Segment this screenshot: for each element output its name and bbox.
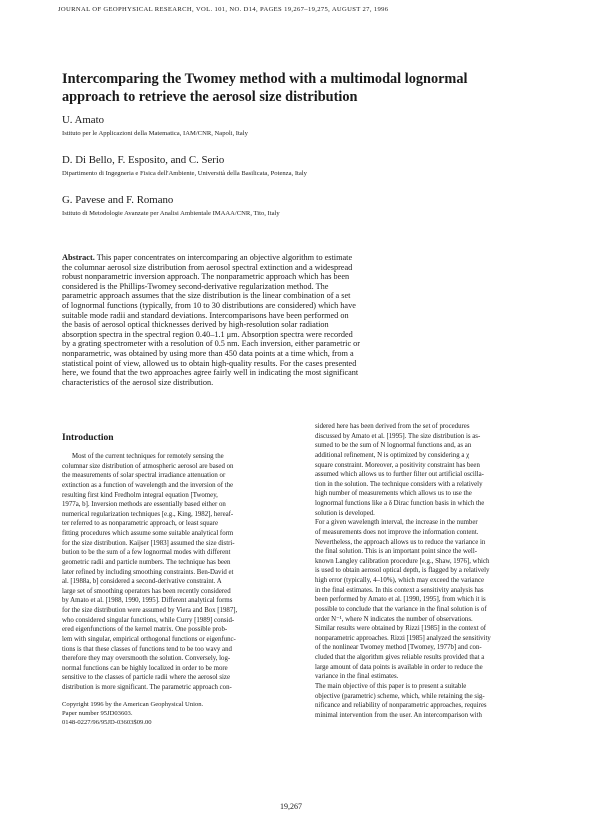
footnote	[62, 700, 203, 727]
body-line: cluded that the algorithm gives reliable results provided that a	[315, 654, 485, 661]
body-line: fitting procedures which assume some suitable analytical form	[62, 530, 234, 537]
body-line: lognormal functions like a δ Dirac function basis in which the	[315, 500, 485, 507]
body-line: later refined by including smoothing constraints. Ben-David et	[62, 568, 234, 576]
body-line: distribution is more significant. The parametric approach con-	[62, 684, 232, 691]
abstract-line: nonparametric, was obtained by using more than 450 data points at a time which, from a	[62, 348, 354, 358]
body-line: high number of measurements which allows us to use the	[315, 490, 472, 498]
body-line: of measurements does not improve the information content.	[315, 528, 479, 536]
abstract-line: the columnar aerosol size distribution from aerosol spectral extinction and a widespread	[62, 262, 353, 272]
abstract-line: considered is the Phillips-Twomey second-derivative regularization method. The	[62, 281, 329, 291]
abstract-label: Abstract.	[62, 253, 95, 262]
body-line: sensitive to the classes of particle radii where the aerosol size	[62, 674, 230, 682]
running-head: JOURNAL OF GEOPHYSICAL RESEARCH, VOL. 101, NO. D14, PAGES 19,267–19,275, AUGUST 27, 1996	[58, 6, 389, 13]
body-line: nonparametric approaches. Rizzi [1985] analyzed the sensitivity	[315, 634, 491, 642]
body-line: ter referred to as nonparametric approach, or least square	[62, 520, 218, 528]
author-names: U. Amato	[62, 114, 104, 126]
abstract-line	[62, 253, 542, 263]
body-line: been performed by Amato et al. [1990, 1995], from which it is	[315, 596, 486, 604]
body-line: large set of smoothing operators has been recently considered	[62, 587, 231, 595]
body-line: is used to obtain aerosol optical depth, is flagged by a relatively	[315, 567, 490, 575]
body-line: geometric radii and particle numbers. The technique has been	[62, 558, 231, 566]
body-line: lem with singular, empirical orthogonal functions or eigenfunc-	[62, 635, 236, 643]
body-line: variance in the final estimates.	[315, 673, 399, 681]
abstract	[62, 253, 542, 387]
author-affiliation: Istituto di Metodologie Avanzate per Analisi Ambientale IMAAA/CNR, Tito, Italy	[62, 210, 280, 217]
body-line: by Amato et al. [1988, 1990, 1995]. Different analytical forms	[62, 597, 233, 605]
author-names: D. Di Bello, F. Esposito, and C. Serio	[62, 154, 225, 166]
body-line: nificance and reliability of nonparametric approaches, requires	[315, 702, 487, 710]
body-line: who considered singular functions, while Curry [1989] consid-	[62, 616, 235, 624]
body-line: large amount of data points is available in order to reduce the	[315, 663, 483, 671]
left-column	[62, 452, 304, 693]
paper-title	[62, 71, 532, 106]
page-number: 19,267	[280, 802, 302, 811]
right-column	[315, 422, 563, 720]
body-line: tion in the solution. The technique considers with a relatively	[315, 480, 483, 488]
body-line: columnar size distribution of atmospheric aerosol are based on	[62, 462, 234, 470]
body-line: discussed by Amato et al. [1995]. The size distribution is as-	[315, 432, 481, 440]
body-line: normal functions can be highly localized in order to be more	[62, 664, 228, 672]
body-line: the final solution. This is an important point since the well-	[315, 548, 478, 556]
abstract-line: by a grating spectrometer with a resolution of 0.5 nm. Each inversion, either parametric or	[62, 339, 361, 349]
body-line: known Langley calibration procedure [e.g., Shaw, 1976], which	[315, 557, 490, 565]
body-line: of the nonlinear Twomey method [Twomey, 1977b] and con-	[315, 644, 482, 652]
body-line: Most of the current techniques for remotely sensing the	[72, 453, 224, 460]
abstract-line: here, we found that the two approaches agree fairly well in indicating the most significant	[62, 368, 359, 378]
body-line: Nevertheless, the approach allows us to reduce the variance in	[315, 538, 486, 546]
footnote-line: 0148-0227/96/95JD-03603$09.00	[62, 719, 152, 726]
body-line: high error (typically, 4–10%), which may exceed the variance	[315, 577, 485, 584]
abstract-line: statistical point of view, allowed us to obtain high-quality results. For the cases presented	[62, 358, 357, 368]
author-affiliation: Istituto per le Applicazioni della Matematica, IAM/CNR, Napoli, Italy	[62, 130, 248, 137]
body-line: for the size distribution. Kaijser [1983] assumed the size distri-	[62, 539, 235, 547]
body-line: sidered here has been derived from the set of procedures	[315, 423, 470, 430]
body-line: minimal intervention from the user. An intercomparison with	[315, 711, 482, 719]
abstract-line: of lognormal functions (typically, from 10 to 30 distributions are considered) which have	[62, 300, 356, 310]
abstract-line: robust nonparametric inversion approach. The nonparametric approach which has been	[62, 272, 350, 282]
body-line: extinction as a function of wavelength and the inversion of the	[62, 481, 234, 489]
body-line: order N⁻¹, where N indicates the number of observations.	[315, 615, 473, 623]
abstract-line: the basis of aerosol optical thicknesses derived by high-resolution solar radiation	[62, 320, 329, 330]
title-line: Intercomparing the Twomey method with a multimodal lognormal	[62, 71, 468, 87]
body-line: possible to conclude that the variance in the final solution is of	[315, 605, 487, 613]
body-line: al. [1988a, b] considered a second-derivative constraint. A	[62, 578, 222, 586]
body-line: Similar results were obtained by Rizzi [1985] in the context of	[315, 625, 487, 633]
body-line: 1977a, b]. Inversion methods are essentially based either on	[62, 501, 226, 509]
body-line: numerical regularization techniques [e.g., King, 1982], hereaf-	[62, 510, 234, 518]
body-line: ered eigenfunctions of the kernel matrix. One possible prob-	[62, 626, 228, 634]
section-heading-introduction: Introduction	[62, 433, 114, 443]
body-line: tions is that these classes of functions tend to be too wavy and	[62, 645, 232, 653]
abstract-line: parametric approach assumes that the size distribution is the linear combination of a set	[62, 291, 351, 301]
body-line: For a given wavelength interval, the increase in the number	[315, 519, 478, 527]
footnote-line: Paper number 95JD03603.	[62, 710, 133, 717]
body-line: additional refinement, N is optimized by considering a χ	[315, 451, 470, 459]
body-line: therefore they may oversmooth the solution. Conversely, log-	[62, 655, 231, 663]
body-line: for the size distribution were assumed by Viera and Box [1987],	[62, 607, 238, 614]
abstract-line: suitable mode radii and standard deviations. Intercomparisons have been performed on	[62, 310, 349, 320]
abstract-line: absorption spectra in the spectral region 0.40–1.1 μm. Absorption spectra were recorded	[62, 329, 353, 339]
body-line: resulting first kind Fredholm integral equation [Twomey,	[62, 491, 218, 499]
body-line: sumed to be the sum of N lognormal functions and, as an	[315, 442, 472, 450]
body-line: in the final estimates. In this context a sensitivity analysis has	[315, 586, 484, 594]
author-names: G. Pavese and F. Romano	[62, 194, 174, 206]
body-line: solution is developed.	[315, 509, 375, 517]
abstract-text: This paper concentrates on intercomparing an objective algorithm to estimate	[96, 253, 353, 262]
author-affiliation: Dipartimento di Ingegneria e Fisica dell'Ambiente, Università della Basilicata, Potenza, Italy	[62, 170, 307, 177]
body-line: square constraint. Moreover, a positivity constraint has been	[315, 461, 480, 469]
body-line: assumed which allows us to further filter out artificial oscilla-	[315, 471, 484, 479]
title-line: approach to retrieve the aerosol size distribution	[62, 88, 358, 105]
body-line: the measurements of solar spectral irradiance attenuation or	[62, 472, 226, 480]
body-line: The main objective of this paper is to present a suitable	[315, 682, 467, 690]
footnote-line: Copyright 1996 by the American Geophysical Union.	[62, 701, 204, 708]
body-line: bution to be the sum of a few lognormal modes with different	[62, 549, 231, 557]
body-line: objective (parametric) scheme, which, while retaining the sig-	[315, 692, 485, 700]
abstract-line: characteristics of the aerosol size distribution.	[62, 377, 214, 387]
